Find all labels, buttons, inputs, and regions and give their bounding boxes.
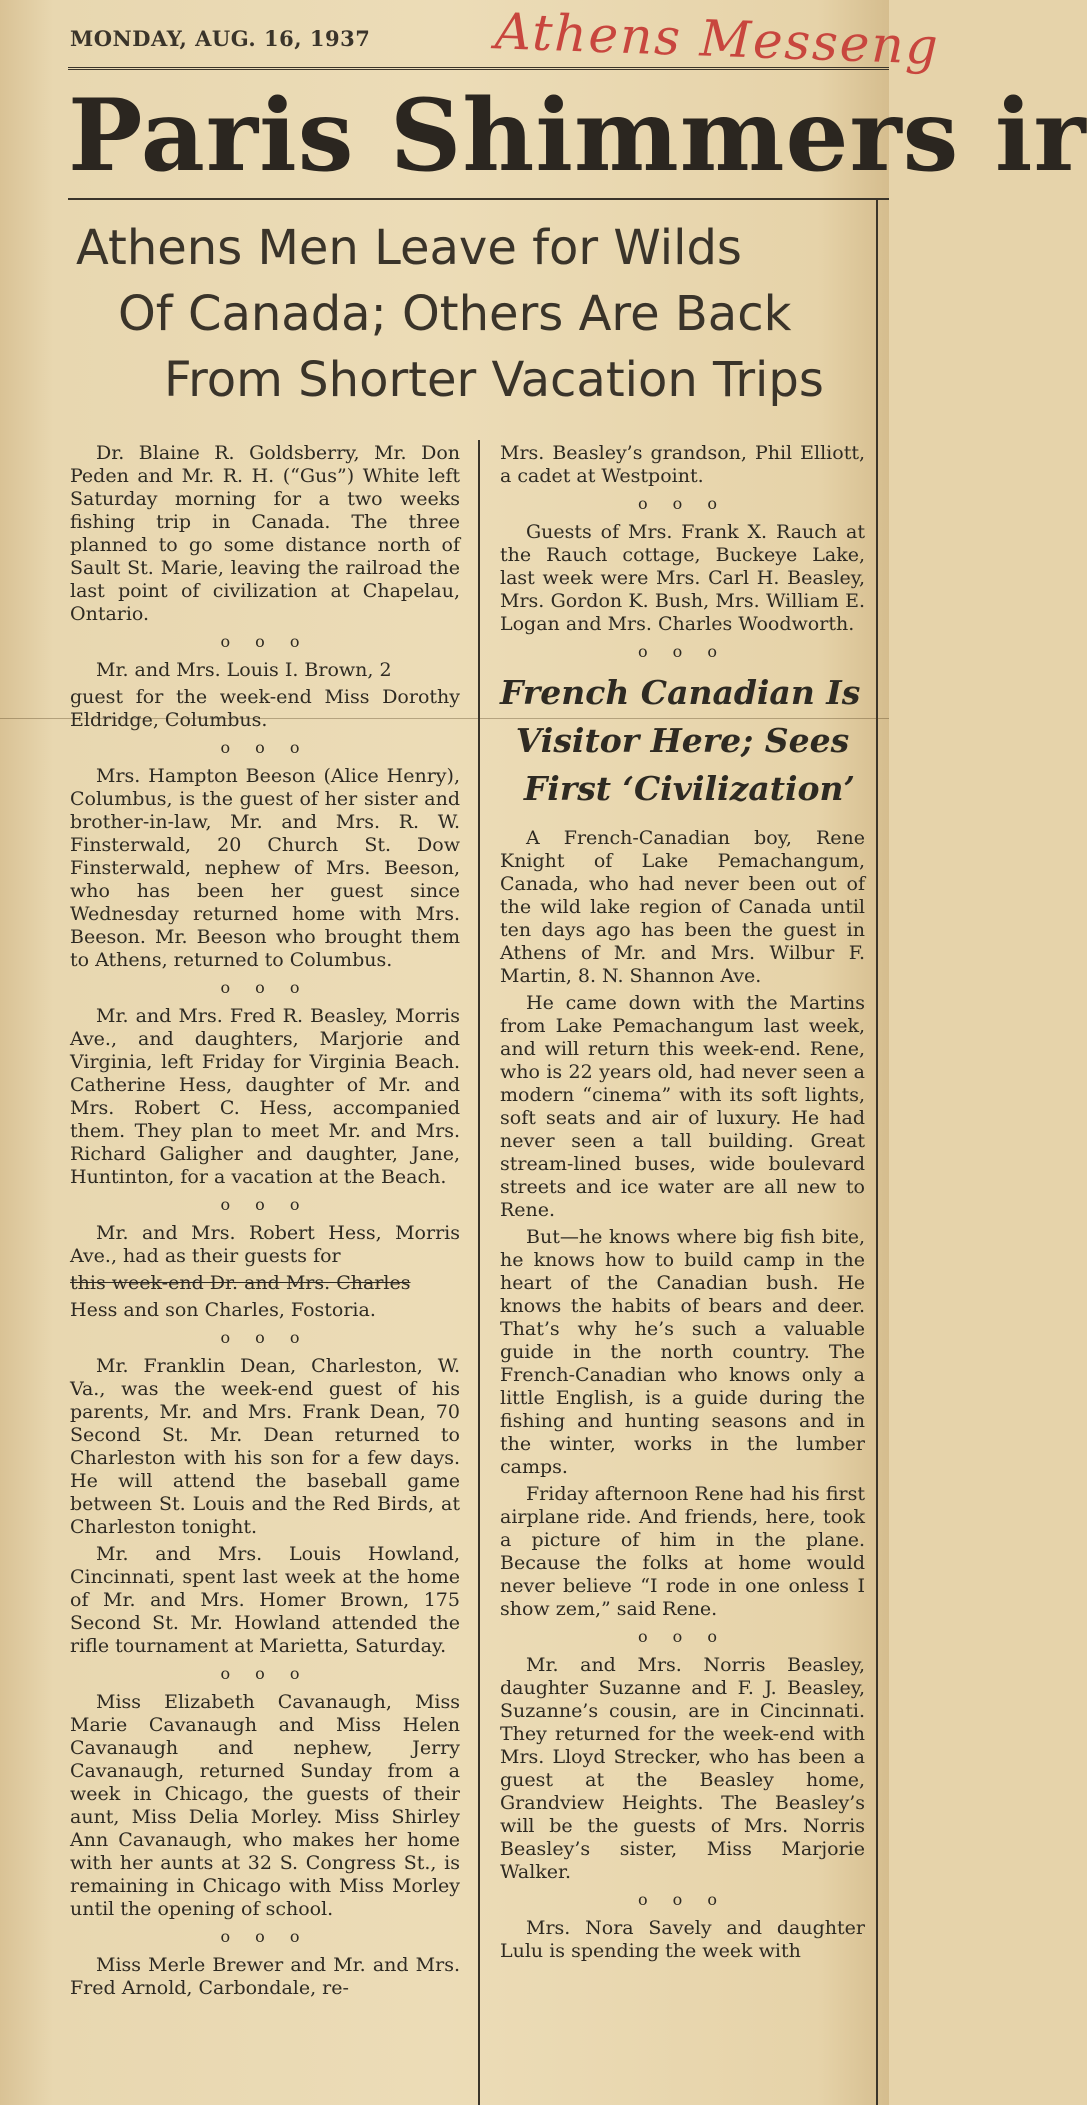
news-item-cavanaugh: Miss Elizabeth Cavanaugh, Miss Marie Cavanaugh and Miss Helen Cavanaugh and nephew, Jerry Cavanaugh, returned Sunday from a week in Chicago, the guests of their aunt, Miss Delia Morley. Miss Shirley Ann Cavanaugh, who makes her home with her aunts at 32 S. Congress St., is remaining in Chicago with Miss Morley until the opening of school. — [70, 1691, 460, 1920]
news-item-beasley-virginia: Mr. and Mrs. Fred R. Beasley, Morris Ave., and daughters, Marjorie and Virginia, left Friday for Virginia Beach. Catherine Hess, daughter of Mr. and Mrs. Robert C. Hess, accompanied them. They plan to meet Mr. and Mrs. Richard Galigher and daughter, Jane, Huntinton, for a vacation at the Beach. — [70, 1005, 460, 1188]
article-headline-line-1: Athens Men Leave for Wilds — [76, 220, 742, 276]
item-separator: o o o — [637, 494, 728, 513]
item-separator: o o o — [220, 738, 310, 757]
news-item-hess-start: Mr. and Mrs. Robert Hess, Morris Ave., had as their guests for — [70, 1222, 460, 1267]
news-item-hess-struck-line: this week-end Dr. and Mrs. Charles — [70, 1272, 411, 1294]
story-paragraph-3: But—he knows where big fish bite, he knows how to build camp in the heart of the Canadian bush. He knows the habits of bears and deer. That’s why he’s such a valuable guide in the north country. The French-Canadian who knows only a little English, is a guide during the fishing and hunting seasons and in the winter, works in the lumber camps. — [500, 1226, 865, 1478]
story-paragraph-4: Friday afternoon Rene had his first airplane ride. And friends, here, took a picture of him in the plane. Because the folks at home would never believe “I rode in one onless I show zem,” said Rene. — [500, 1483, 865, 1620]
news-item-hess-end: Hess and son Charles, Fostoria. — [70, 1299, 376, 1321]
column-divider — [478, 440, 480, 2105]
masthead-rule — [68, 67, 889, 74]
news-item-brewer: Miss Merle Brewer and Mr. and Mrs. Fred Arnold, Carbondale, re- — [70, 1954, 460, 1999]
item-separator: o o o — [637, 1890, 728, 1909]
item-separator: o o o — [637, 642, 728, 661]
story-paragraph-1: A French-Canadian boy, Rene Knight of Lake Pemachangum, Canada, who had never been out of the wild lake region of Canada until ten days ago has been the guest in Athens of Mr. and Mrs. Wilbur F. Martin, 8. N. Shannon Ave. — [500, 827, 865, 987]
story-headline-line-2: Visitor Here; Sees — [515, 721, 850, 760]
story-paragraph-2: He came down with the Martins from Lake Pemachangum last week, and will return this week-end. Rene, who is 22 years old, had never seen a modern “cinema” with its soft lights, soft seats and air of luxury. He had never seen a tall building. Great stream-lined buses, wide boulevard streets and ice water are all new to Rene. — [500, 992, 865, 1221]
left-column — [70, 442, 460, 2004]
item-separator: o o o — [220, 1664, 310, 1683]
news-item-fishing-trip: Dr. Blaine R. Goldsberry, Mr. Don Peden and Mr. R. H. (“Gus”) White left Saturday morning for a two weeks fishing trip in Canada. The three planned to go some distance north of Sault St. Marie, leaving the railroad the last point of civilization at Chapelau, Ontario. — [70, 442, 460, 625]
item-separator: o o o — [220, 978, 310, 997]
right-column — [500, 442, 865, 1967]
news-item-beasley-grandson: Mrs. Beasley’s grandson, Phil Elliott, a cadet at Westpoint. — [500, 442, 865, 487]
handwritten-source-note: Athens Messeng — [494, 2, 941, 76]
article-headline-line-3: From Shorter Vacation Trips — [164, 352, 824, 408]
item-separator: o o o — [637, 1627, 728, 1646]
story-headline-line-1: French Canadian Is — [500, 673, 861, 712]
story-headline-line-3: First ‘Civilization’ — [523, 769, 855, 808]
item-separator: o o o — [220, 1328, 310, 1347]
story-headline — [500, 669, 865, 813]
news-item-dean: Mr. Franklin Dean, Charleston, W. Va., was the week-end guest of his parents, Mr. and Mrs. Frank Dean, 70 Second St. Mr. Dean returned to Charleston with his son for a few days. He will attend the baseball game between St. Louis and the Red Birds, at Charleston tonight. — [70, 1355, 460, 1538]
news-item-rauch: Guests of Mrs. Frank X. Rauch at the Rauch cottage, Buckeye Lake, last week were Mrs. Carl H. Beasley, Mrs. Gordon K. Bush, Mrs. William E. Logan and Mrs. Charles Woodworth. — [500, 521, 865, 635]
dateline: MONDAY, AUG. 16, 1937 — [70, 26, 371, 51]
right-column-rule — [876, 200, 878, 2105]
item-separator: o o o — [220, 1195, 310, 1214]
article-headline-line-2: Of Canada; Others Are Back — [118, 286, 792, 342]
page-headline: Paris Shimmers ir — [68, 78, 1087, 194]
news-item-beeson: Mrs. Hampton Beeson (Alice Henry), Columbus, is the guest of her sister and brother-in-law, Mr. and Mrs. R. W. Finsterwald, 20 Church St. Dow Finsterwald, nephew of Mrs. Beeson, who has been her guest since Wednesday returned home with Mrs. Beeson. Mr. Beeson who brought them to Athens, returned to Columbus. — [70, 765, 460, 971]
news-item-savely: Mrs. Nora Savely and daughter Lulu is spending the week with — [500, 1917, 865, 1962]
news-item-howland: Mr. and Mrs. Louis Howland, Cincinnati, spent last week at the home of Mr. and Mrs. Homer Brown, 175 Second St. Mr. Howland attended the rifle tournament at Marietta, Saturday. — [70, 1543, 460, 1657]
news-item-norris-beasley: Mr. and Mrs. Norris Beasley, daughter Suzanne and F. J. Beasley, Suzanne’s cousin, are in Cincinnati. They returned for the week-end with Mrs. Lloyd Strecker, who has been a guest at the Beasley home, Grandview Heights. The Beasley’s will be the guests of Mrs. Norris Beasley’s sister, Miss Marjorie Walker. — [500, 1654, 865, 1883]
item-separator: o o o — [220, 1927, 310, 1946]
item-separator: o o o — [220, 632, 310, 651]
news-item-brown-start: Mr. and Mrs. Louis I. Brown, 2 — [96, 659, 392, 681]
news-item-brown-guest: guest for the week-end Miss Dorothy Eldridge, Columbus. — [70, 686, 460, 731]
headline-rule — [68, 198, 889, 200]
